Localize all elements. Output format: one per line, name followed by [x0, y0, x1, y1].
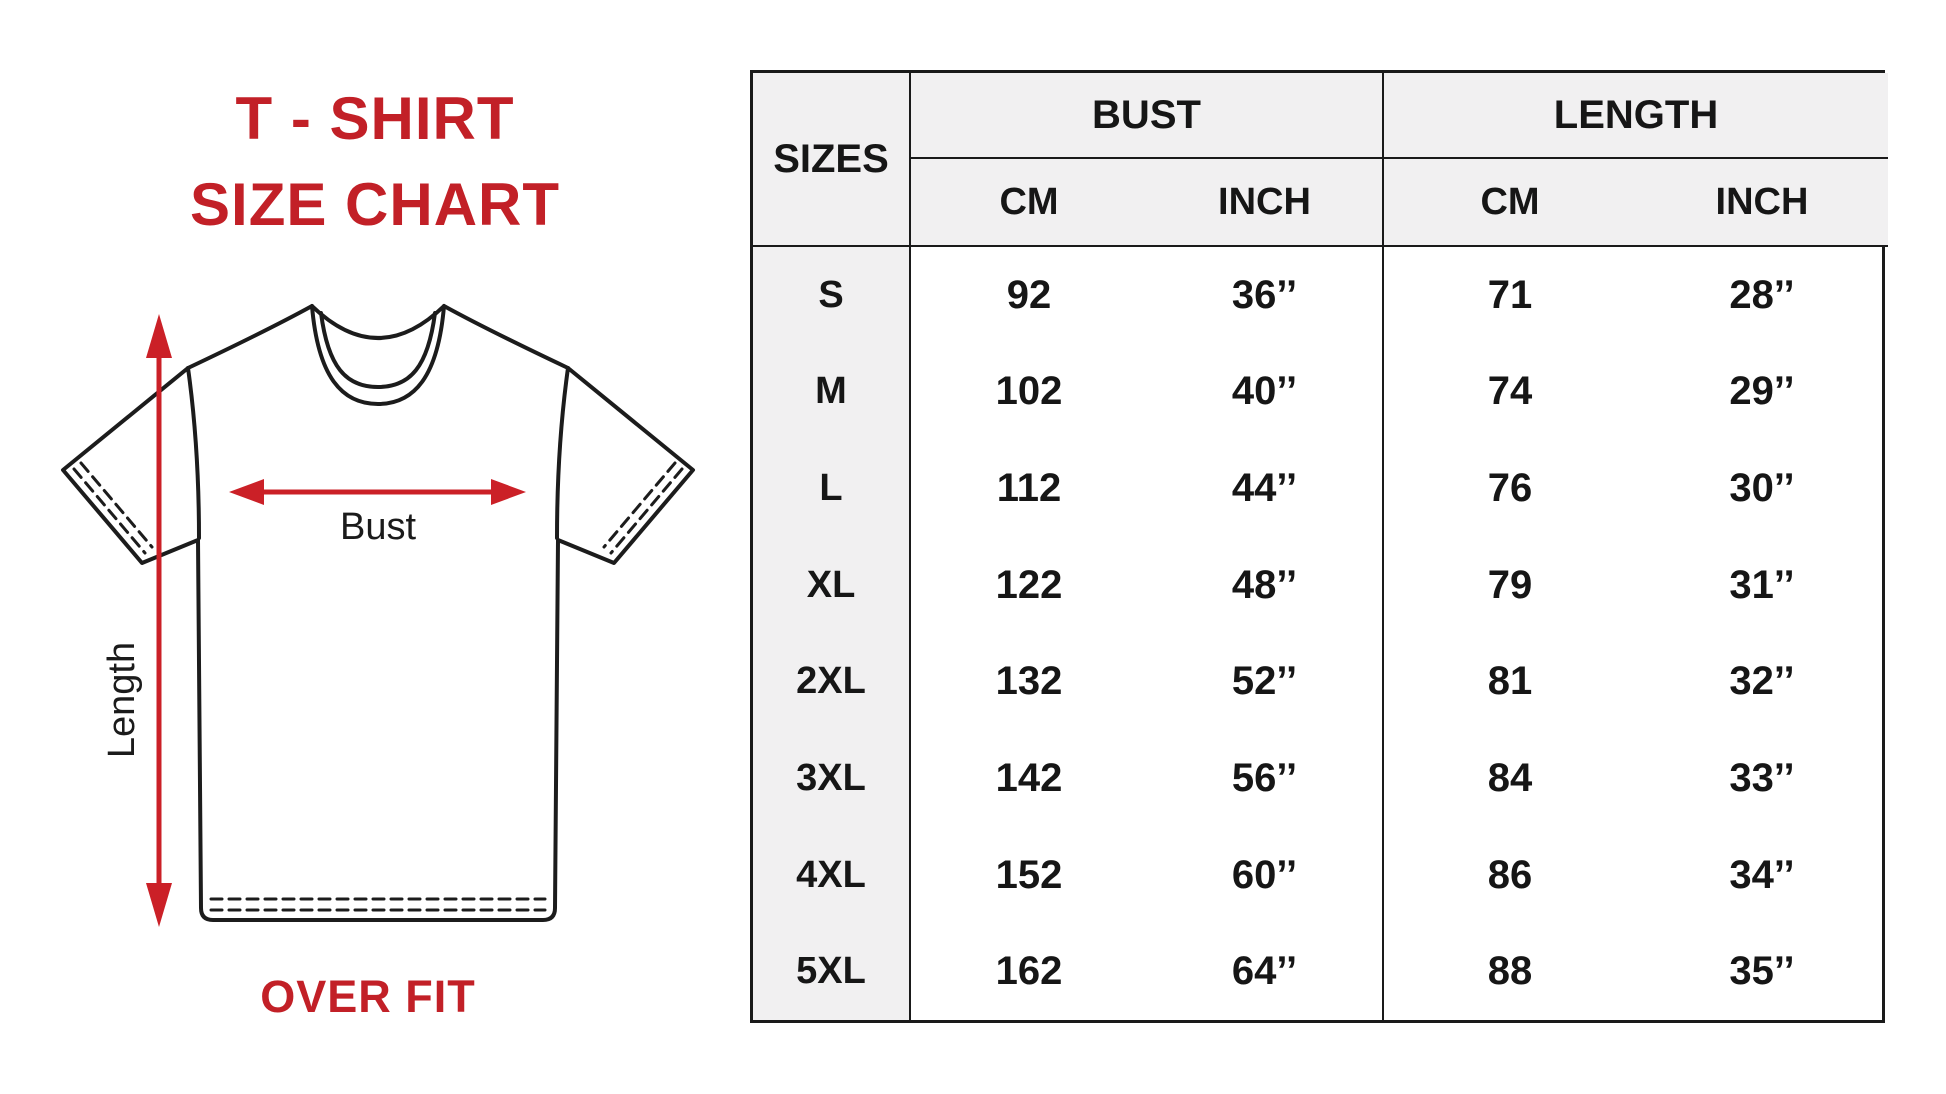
- cell-bust-cm: 112: [996, 466, 1062, 511]
- row-size-label: 2XL: [753, 634, 911, 731]
- cell-bust-cm: 162: [995, 949, 1063, 994]
- cell-length-cm: 76: [1487, 466, 1533, 511]
- fit-type-label: OVER FIT: [260, 971, 476, 1022]
- cell-length-inch: 31’’: [1729, 562, 1795, 607]
- cell-bust-cm: 122: [995, 562, 1063, 607]
- cell-bust-cm: 142: [995, 755, 1063, 800]
- col-header-bust-cm: CM: [911, 159, 1147, 247]
- cell-length-cm: 79: [1487, 562, 1533, 607]
- col-header-bust: BUST: [911, 73, 1384, 159]
- row-size-label: L: [753, 440, 911, 537]
- col-header-sizes: SIZES: [753, 73, 911, 247]
- cell-bust-cm: 102: [995, 369, 1063, 414]
- cell-bust-cm: 132: [995, 659, 1063, 704]
- cell-length-cm: 84: [1487, 755, 1533, 800]
- cell-bust-inch: 64’’: [1147, 923, 1384, 1020]
- size-table: [750, 70, 1885, 1023]
- row-size-label: S: [753, 247, 911, 344]
- cell-length-inch: 34’’: [1729, 852, 1795, 897]
- cell-length-inch: 33’’: [1729, 755, 1795, 800]
- cell-length-inch: 28’’: [1729, 272, 1795, 317]
- cell-bust-inch: 40’’: [1147, 344, 1384, 441]
- cell-length-inch: 35’’: [1729, 949, 1795, 994]
- cell-length-cm: 88: [1487, 949, 1533, 994]
- col-header-length-inch: INCH: [1636, 159, 1888, 247]
- cell-length-inch: 32’’: [1729, 659, 1795, 704]
- col-header-length: LENGTH: [1384, 73, 1888, 159]
- cell-length-cm: 71: [1487, 272, 1533, 317]
- col-header-length-cm: CM: [1384, 159, 1636, 247]
- page-title-line2: SIZE CHART: [190, 171, 560, 238]
- row-size-label: M: [753, 344, 911, 441]
- page-title-line1: T - SHIRT: [235, 85, 515, 152]
- cell-length-inch: 29’’: [1729, 369, 1795, 414]
- cell-bust-inch: 48’’: [1147, 537, 1384, 634]
- cell-bust-inch: 52’’: [1147, 634, 1384, 731]
- cell-bust-inch: 60’’: [1147, 827, 1384, 924]
- col-header-bust-inch: INCH: [1147, 159, 1384, 247]
- cell-bust-inch: 44’’: [1147, 440, 1384, 537]
- cell-length-cm: 86: [1487, 852, 1533, 897]
- length-measure-label: Length: [101, 641, 143, 759]
- row-size-label: 5XL: [753, 923, 911, 1020]
- cell-bust-inch: 36’’: [1147, 247, 1384, 344]
- row-size-label: 3XL: [753, 730, 911, 827]
- row-size-label: XL: [753, 537, 911, 634]
- cell-length-cm: 74: [1487, 369, 1533, 414]
- bust-measure-label: Bust: [339, 506, 417, 548]
- cell-length-cm: 81: [1487, 659, 1533, 704]
- row-size-label: 4XL: [753, 827, 911, 924]
- cell-length-inch: 30’’: [1729, 466, 1795, 511]
- cell-bust-inch: 56’’: [1147, 730, 1384, 827]
- collar-back-neck: [312, 306, 444, 338]
- cell-bust-cm: 152: [995, 852, 1063, 897]
- cell-bust-cm: 92: [1006, 272, 1052, 317]
